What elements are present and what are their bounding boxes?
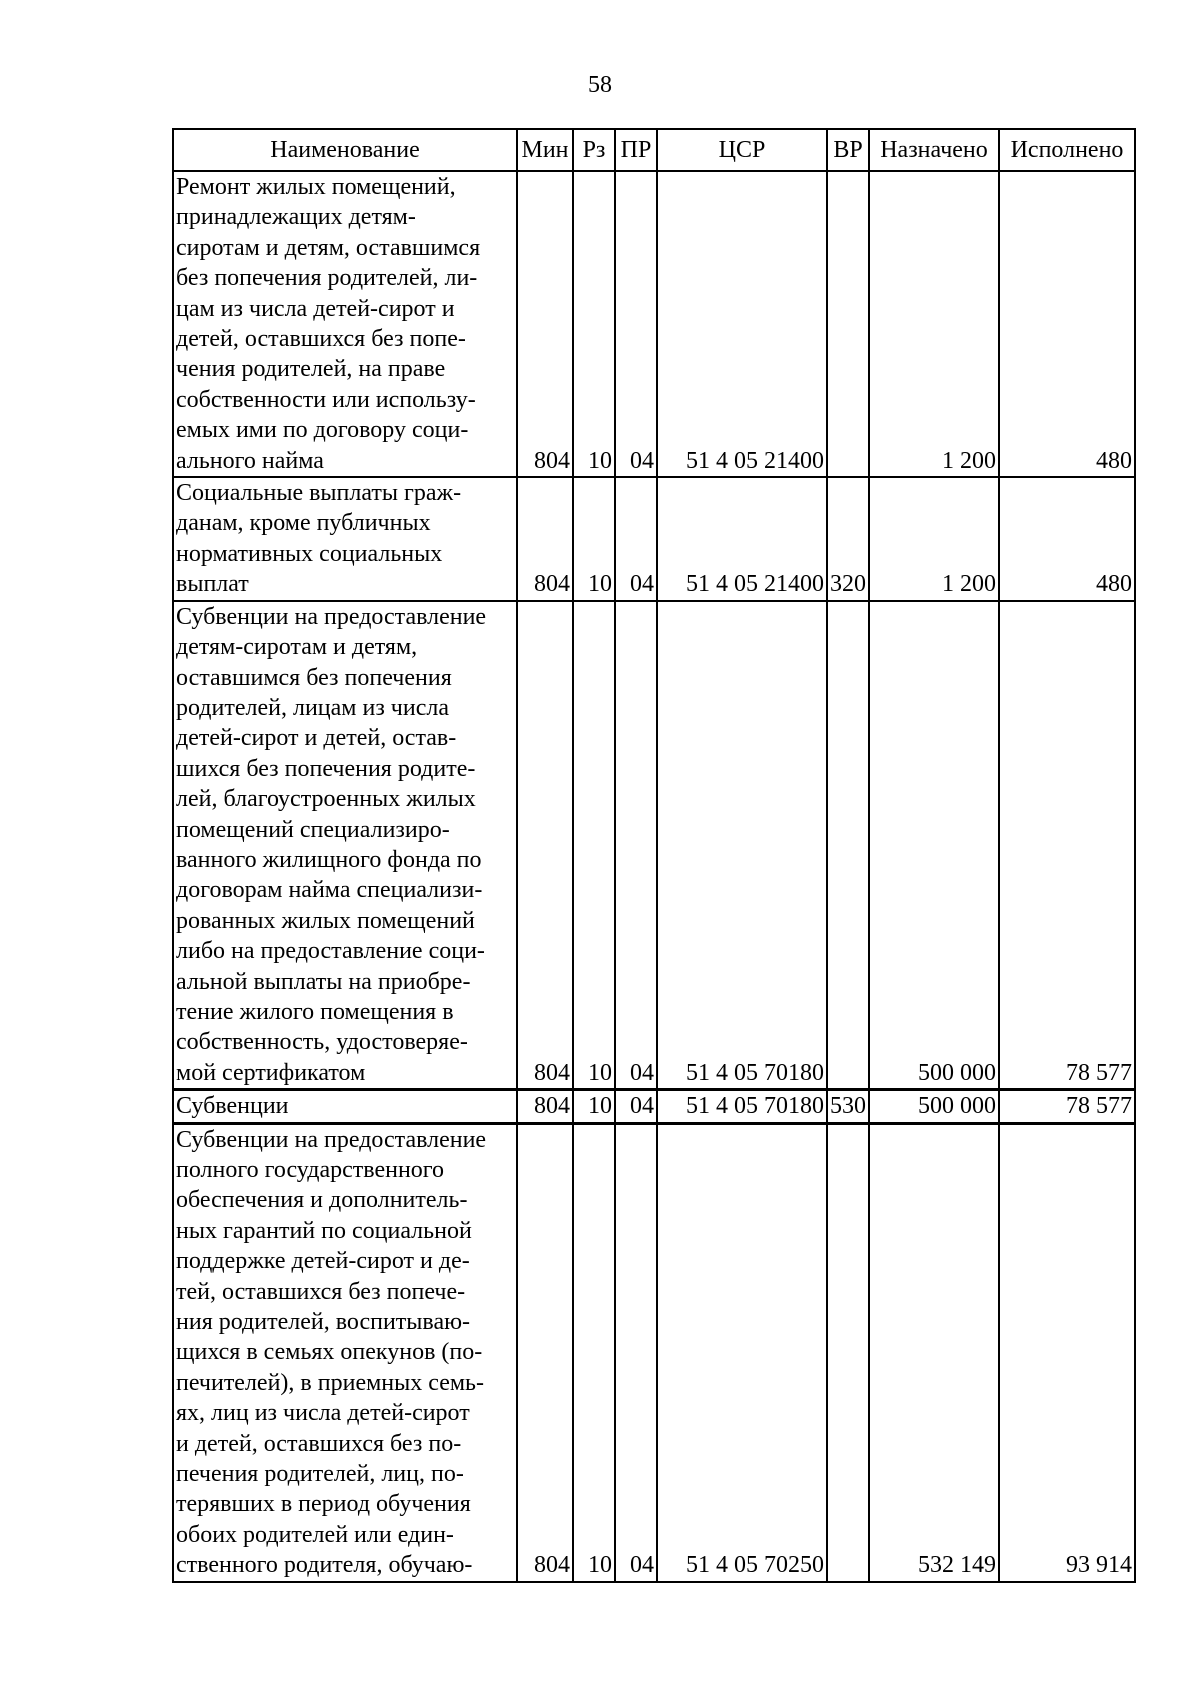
row-name: Социальные выплаты граж- данам, кроме публичных нормативных социальных выплат <box>173 477 517 601</box>
header-rz: Рз <box>573 129 615 171</box>
table-header-row <box>173 129 1135 171</box>
row-vr <box>827 171 869 477</box>
row-min: 804 <box>517 601 573 1090</box>
row-executed: 78 577 <box>999 1090 1135 1123</box>
row-executed: 78 577 <box>999 601 1135 1090</box>
table-row <box>173 477 1135 601</box>
row-csr: 51 4 05 70250 <box>657 1123 827 1582</box>
row-name: Субвенции <box>173 1090 517 1123</box>
row-assigned: 500 000 <box>869 601 999 1090</box>
row-csr: 51 4 05 21400 <box>657 171 827 477</box>
row-rz: 10 <box>573 1090 615 1123</box>
table-row <box>173 1123 1135 1582</box>
header-min: Мин <box>517 129 573 171</box>
row-min: 804 <box>517 1123 573 1582</box>
row-csr: 51 4 05 70180 <box>657 601 827 1090</box>
row-assigned: 532 149 <box>869 1123 999 1582</box>
row-rz: 10 <box>573 171 615 477</box>
row-vr: 530 <box>827 1090 869 1123</box>
header-csr: ЦСР <box>657 129 827 171</box>
row-name: Субвенции на предоставление полного государственного обеспечения и дополнитель- ных гарантий по социальной поддержке детей-сирот и де- тей, оставшихся без попече- ния родителей, воспитываю- щихся в семьях опекунов (по- печителей), в приемных семь- ях, лиц из числа детей-сирот и детей, оставшихся без по- печения родителей, лиц, по- терявших в период обучения обоих родителей или един- ственного родителя, обучаю- <box>173 1123 517 1582</box>
row-pr: 04 <box>615 601 657 1090</box>
row-name: Ремонт жилых помещений, принадлежащих детям- сиротам и детям, оставшимся без попечения родителей, ли- цам из числа детей-сирот и детей, оставшихся без попе- чения родителей, на праве собственности или использу- емых ими по договору соци- ального найма <box>173 171 517 477</box>
table-row <box>173 171 1135 477</box>
header-name: Наименование <box>173 129 517 171</box>
row-pr: 04 <box>615 477 657 601</box>
row-assigned: 1 200 <box>869 477 999 601</box>
table-row <box>173 1090 1135 1123</box>
row-pr: 04 <box>615 171 657 477</box>
budget-table <box>172 128 1136 1583</box>
header-pr: ПР <box>615 129 657 171</box>
row-vr <box>827 1123 869 1582</box>
row-executed: 480 <box>999 477 1135 601</box>
header-vr: ВР <box>827 129 869 171</box>
row-vr <box>827 601 869 1090</box>
row-csr: 51 4 05 70180 <box>657 1090 827 1123</box>
row-rz: 10 <box>573 477 615 601</box>
row-executed: 480 <box>999 171 1135 477</box>
header-assigned: Назначено <box>869 129 999 171</box>
row-min: 804 <box>517 171 573 477</box>
header-executed: Исполнено <box>999 129 1135 171</box>
table-row <box>173 601 1135 1090</box>
page-number: 58 <box>588 72 612 98</box>
row-name: Субвенции на предоставление детям-сиротам и детям, оставшимся без попечения родителей, лицам из числа детей-сирот и детей, остав- шихся без попечения родите- лей, благоустроенных жилых помещений специализиро- ванного жилищного фонда по договорам найма специализи- рованных жилых помещений либо на предоставление соци- альной выплаты на приобре- тение жилого помещения в собственность, удостоверяе- мой сертификатом <box>173 601 517 1090</box>
row-csr: 51 4 05 21400 <box>657 477 827 601</box>
row-assigned: 500 000 <box>869 1090 999 1123</box>
row-executed: 93 914 <box>999 1123 1135 1582</box>
row-rz: 10 <box>573 601 615 1090</box>
row-vr: 320 <box>827 477 869 601</box>
row-assigned: 1 200 <box>869 171 999 477</box>
row-min: 804 <box>517 1090 573 1123</box>
row-pr: 04 <box>615 1123 657 1582</box>
row-rz: 10 <box>573 1123 615 1582</box>
row-pr: 04 <box>615 1090 657 1123</box>
row-min: 804 <box>517 477 573 601</box>
